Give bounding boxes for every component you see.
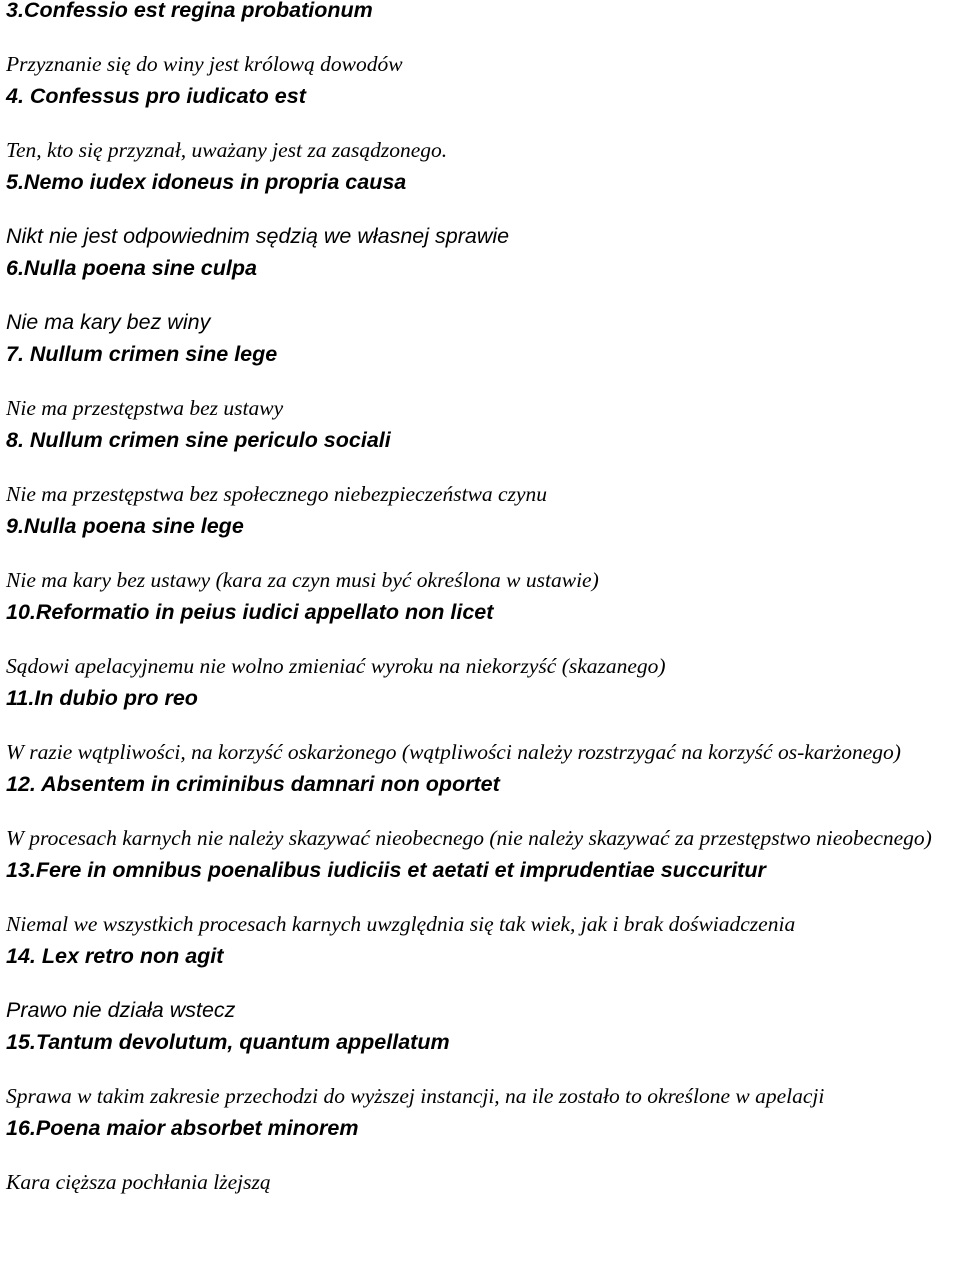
maxim-entry-7 (6, 344, 956, 430)
maxim-heading: 11.In dubio pro reo (6, 686, 198, 710)
maxim-translation: Nie ma przestępstwa bez społecznego niebezpieczeństwa czynu (6, 482, 547, 506)
maxim-translation: W razie wątpliwości, na korzyść oskarżonego (wątpliwości należy rozstrzygać na korzyść os-karżonego) (6, 740, 901, 764)
maxim-heading: 5.Nemo iudex idoneus in propria causa (6, 170, 407, 194)
maxim-entry-10 (6, 602, 956, 688)
maxim-entry-9 (6, 516, 956, 602)
maxim-entry-14 (6, 946, 956, 1032)
maxim-heading: 12. Absentem in criminibus damnari non oportet (6, 772, 500, 796)
maxim-translation: Przyznanie się do winy jest królową dowodów (6, 52, 403, 76)
maxim-heading: 4. Confessus pro iudicato est (6, 84, 306, 108)
maxim-translation: Sprawa w takim zakresie przechodzi do wyższej instancji, na ile zostało to określone w apelacji (6, 1084, 825, 1108)
maxim-translation: Nie ma przestępstwa bez ustawy (6, 396, 284, 420)
maxim-entry-5 (6, 172, 956, 258)
maxim-entry-6 (6, 258, 956, 344)
maxim-heading: 8. Nullum crimen sine periculo sociali (6, 428, 391, 452)
maxim-heading: 10.Reformatio in peius iudici appellato non licet (6, 600, 494, 624)
maxim-entry-13 (6, 860, 956, 946)
maxim-translation: Kara cięższa pochłania lżejszą (6, 1170, 271, 1194)
maxim-translation: Prawo nie działa wstecz (6, 998, 236, 1022)
maxim-heading: 9.Nulla poena sine lege (6, 514, 244, 538)
maxim-translation: W procesach karnych nie należy skazywać nieobecnego (nie należy skazywać za przestępstwo nieobecnego) (6, 826, 932, 850)
maxim-translation: Nikt nie jest odpowiednim sędzią we własnej sprawie (6, 224, 510, 248)
maxim-heading: 14. Lex retro non agit (6, 944, 224, 968)
maxim-entry-4 (6, 86, 956, 172)
maxim-translation: Nie ma kary bez winy (6, 310, 211, 334)
maxim-heading: 15.Tantum devolutum, quantum appellatum (6, 1030, 450, 1054)
maxim-entry-11 (6, 688, 956, 774)
maxim-entry-8 (6, 430, 956, 516)
maxim-translation: Niemal we wszystkich procesach karnych uwzględnia się tak wiek, jak i brak doświadczenia (6, 912, 796, 936)
maxim-translation: Sądowi apelacyjnemu nie wolno zmieniać wyroku na niekorzyść (skazanego) (6, 654, 666, 678)
maxim-translation: Ten, kto się przyznał, uważany jest za zasądzonego. (6, 138, 448, 162)
maxim-entry-16 (6, 1118, 956, 1204)
document-page (6, 0, 956, 1204)
maxim-entry-12 (6, 774, 956, 860)
maxim-heading: 13.Fere in omnibus poenalibus iudiciis et aetati et imprudentiae succuritur (6, 858, 766, 882)
maxim-heading: 16.Poena maior absorbet minorem (6, 1116, 359, 1140)
maxim-heading: 6.Nulla poena sine culpa (6, 256, 257, 280)
maxim-heading: 3.Confessio est regina probationum (6, 0, 373, 22)
maxim-heading: 7. Nullum crimen sine lege (6, 342, 278, 366)
maxim-entry-3 (6, 0, 956, 86)
maxim-translation: Nie ma kary bez ustawy (kara za czyn musi być określona w ustawie) (6, 568, 599, 592)
maxim-entry-15 (6, 1032, 956, 1118)
